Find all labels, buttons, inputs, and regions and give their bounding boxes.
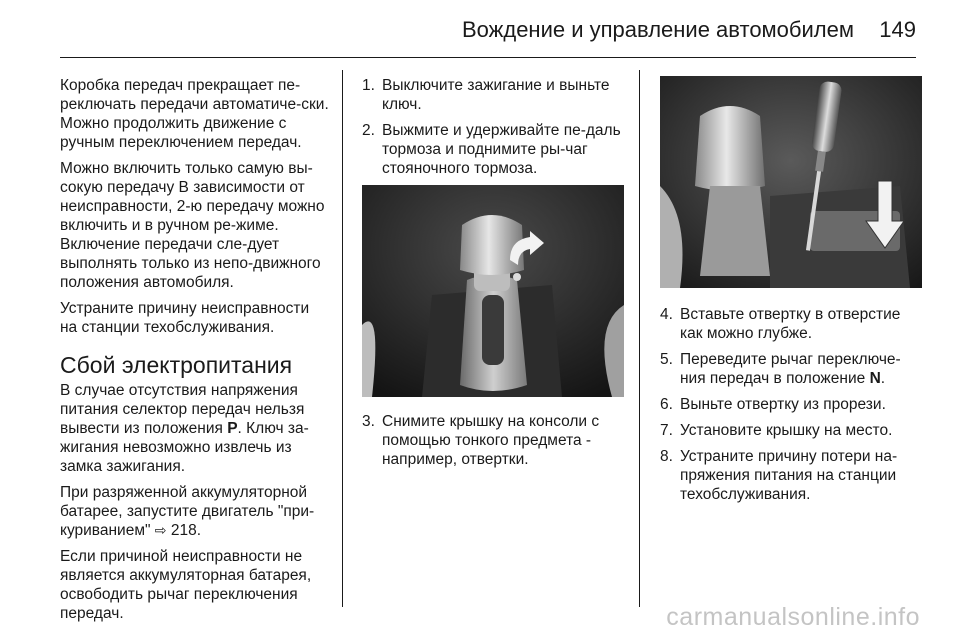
list-item: 6. Выньте отвертку из прорези. <box>660 396 886 413</box>
list-item: 2. Выжмите и удерживайте пе-даль тормоза и поднимите ры-чаг стояночного тормоза. <box>362 122 621 177</box>
page-number: 149 <box>879 17 916 42</box>
list-item: 4. Вставьте отвертку в отверстие как можно глубже. <box>660 306 901 342</box>
list-item: 1. Выключите зажигание и выньте ключ. <box>362 77 610 113</box>
paragraph: Коробка передач прекращает пе-реключать передачи автоматиче-ски. Можно продолжить движение с ручным переключением передач. <box>60 77 329 151</box>
gear-position-p: P <box>227 420 238 437</box>
paragraph: В случае отсутствия напряжения питания селектор передач нельзя вывести из положения P. Ключ за-жигания невозможно извлечь из замка зажигания. <box>60 382 309 475</box>
page-reference-icon: ⇨ <box>154 522 167 538</box>
list-item: 5. Переведите рычаг переключе-ния передач в положение N. <box>660 351 901 387</box>
paragraph: Если причиной неисправности не является аккумуляторная батарея, освободить рычаг переключения передач. <box>60 548 312 622</box>
gear-position-n: N <box>869 370 881 387</box>
list-item: 8. Устраните причину потери на-пряжения питания на станции техобслуживания. <box>660 448 898 503</box>
list-item: 7. Установите крышку на место. <box>660 422 893 439</box>
column-divider-2 <box>639 70 640 607</box>
screwdriver-release-image <box>660 76 922 288</box>
page-title: Вождение и управление автомобилем <box>461 17 854 42</box>
paragraph: Можно включить только самую вы-сокую передачу В зависимости от неисправности, 2-ю передачу можно включить и в ручном ре-жиме. Включение передачи сле-дует выполнять только из непо-движного положения автомобиля. <box>60 160 325 291</box>
column-right <box>660 76 922 511</box>
gear-selector-cover-image <box>362 185 624 397</box>
column-middle <box>362 76 624 476</box>
watermark: carmanualsonline.info <box>666 603 920 631</box>
column-left <box>60 76 330 630</box>
paragraph: Устраните причину неисправности на станции техобслуживания. <box>60 300 310 336</box>
page-reference-link[interactable]: 218. <box>166 522 202 539</box>
paragraph: При разряженной аккумуляторной батарее, запустите двигатель "при-куриванием" ⇨ 218. <box>60 484 315 539</box>
section-heading: Сбой электропитания <box>60 352 293 378</box>
header-rule <box>60 57 916 58</box>
column-divider-1 <box>342 70 343 607</box>
page-header <box>0 0 960 58</box>
list-item: 3. Снимите крышку на консоли с помощью тонкого предмета - например, отвертки. <box>362 413 600 468</box>
